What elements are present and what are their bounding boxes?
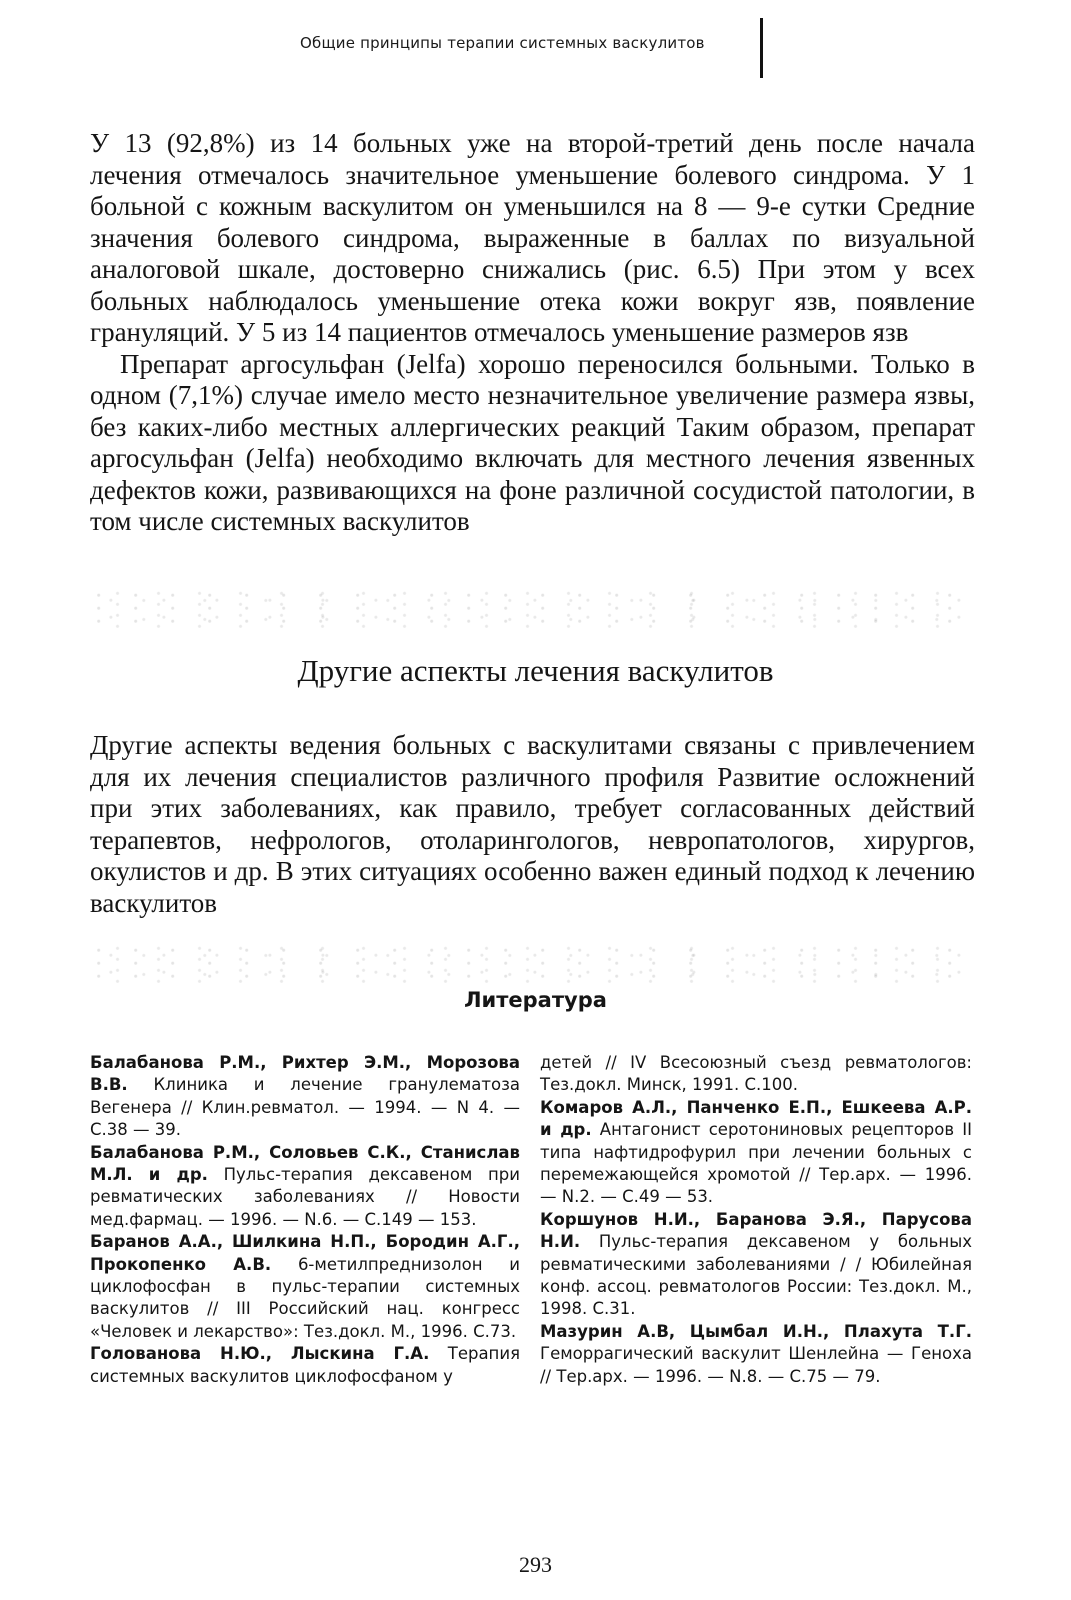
literature-heading: Литература <box>464 988 607 1012</box>
reference-text: Клиника и лечение гранулематоза Вегенера // Клин.ревматол. — 1994. — N 4. — С.38 — 39. <box>90 1075 520 1140</box>
reference-item <box>90 1052 520 1142</box>
scan-noise <box>95 945 975 985</box>
reference-item <box>540 1097 972 1209</box>
reference-authors: Баранов А.А., Шилкина Н.П., Бородин А.Г., Прокопенко А.В. <box>90 1232 520 1274</box>
section-text <box>90 730 975 919</box>
reference-item <box>90 1231 520 1343</box>
reference-item <box>90 1142 520 1232</box>
page-number: 293 <box>519 1552 552 1577</box>
references-left-column <box>90 1052 520 1388</box>
reference-item <box>540 1209 972 1321</box>
reference-item <box>540 1321 972 1388</box>
reference-text: детей // IV Всесоюзный съезд ревматологов: Тез.докл. Минск, 1991. С.100. <box>540 1053 972 1095</box>
reference-authors: Комаров А.Л., Панченко Е.П., Ешкеева А.Р. и др. <box>540 1097 972 1140</box>
reference-text: 6-метилпреднизолон и циклофосфан в пульс-терапии системных васкулитов // III Российский нац. конгресс «Человек и лекарство»: Тез.докл. М., 1996. С.73. <box>90 1254 520 1341</box>
reference-authors: Мазурин А.В, Цымбал И.Н., Плахута Т.Г. <box>540 1321 972 1341</box>
reference-authors: Коршунов Н.И., Баранова Э.Я., Парусова Н.И. <box>540 1209 972 1252</box>
paragraph: Препарат аргосульфан (Jelfa) хорошо переносился больными. Только в одном (7,1%) случае имело место незначительное увеличение размера язвы, без каких-либо местных аллергических реакций Таким образом, препарат аргосульфан (Jelfa) необходимо включать для местного лечения язвенных дефектов кожи, развивающихся на фоне различной сосудистой патологии, в том числе системных васкулитов <box>90 348 975 536</box>
paragraph: У 13 (92,8%) из 14 больных уже на второй-третий день после начала лечения отмечалось значительное уменьшение болевого синдрома. У 1 больной с кожным васкулитом он уменьшился на 8 — 9-е сутки Средние значения болевого синдрома, выраженные в баллах по визуальной аналоговой шкале, достоверно снижались (рис. 6.5) При этом у всех больных наблюдалось уменьшение отека кожи вокруг язв, появление грануляций. У 5 из 14 пациентов отмечалось уменьшение размеров язв <box>90 128 975 347</box>
reference-item <box>90 1343 520 1388</box>
header-rule <box>760 18 763 78</box>
reference-item <box>540 1052 972 1097</box>
references-right-column <box>540 1052 972 1388</box>
reference-text: Терапия системных васкулитов циклофосфаном у <box>90 1344 520 1386</box>
reference-authors: Голованова Н.Ю., Лыскина Г.А. <box>90 1344 430 1364</box>
reference-text: Антагонист серотониновых рецепторов II типа нафтидрофурил при лечении больных с перемежающейся хромотой // Тер.арх. — 1996. — N.2. — С.49 — 53. <box>540 1120 972 1207</box>
reference-text: Геморрагический васкулит Шенлейна — Геноха // Тер.арх. — 1996. — N.8. — С.75 — 79. <box>540 1344 972 1386</box>
section-heading: Другие аспекты лечения васкулитов <box>297 653 774 688</box>
paragraph: Другие аспекты ведения больных с васкулитами связаны с привлечением для их лечения специалистов различного профиля Развитие осложнений при этих заболеваниях, как правило, требует согласованных действий терапевтов, нефрологов, отоларингологов, невропатологов, хирургов, окулистов и др. В этих ситуациях особенно важен единый подход к лечению васкулитов <box>90 730 975 918</box>
reference-authors: Балабанова Р.М., Соловьев С.К., Станислав М.Л. и др. <box>90 1142 520 1185</box>
scan-noise <box>95 590 975 630</box>
running-header: Общие принципы терапии системных васкулитов <box>300 34 705 52</box>
main-text <box>90 128 975 538</box>
reference-text: Пульс-терапия дексавеном при ревматических заболеваниях // Новости мед.фармац. — 1996. — N.6. — С.149 — 153. <box>90 1165 520 1229</box>
reference-authors: Балабанова Р.М., Рихтер Э.М., Морозова В.В. <box>90 1053 520 1095</box>
reference-text: Пульс-терапия дексавеном у больных ревматическими заболеваниями / / Юбилейная конф. ассоц. ревматологов России: Тез.докл. М., 1998. С.31. <box>540 1232 972 1319</box>
